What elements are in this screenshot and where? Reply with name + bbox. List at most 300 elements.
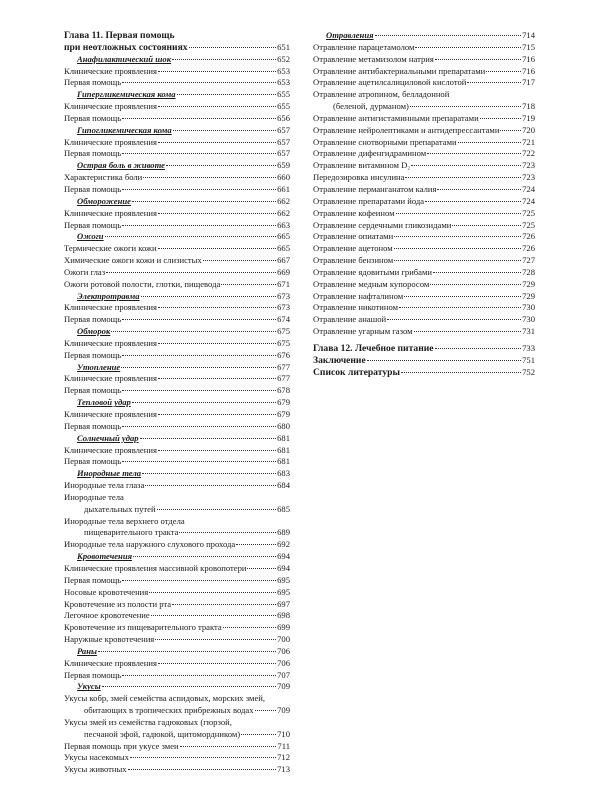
toc-entry-title: Клинические проявления <box>64 136 157 147</box>
toc-page-number: 717 <box>522 77 535 88</box>
toc-entry-title: Укусы змей из семейства гадюковых (гюрзой, <box>64 716 232 727</box>
toc-entry-title: Укусы <box>77 681 101 692</box>
toc-entry <box>64 279 290 291</box>
toc-dot-leader <box>122 153 276 154</box>
toc-entry <box>64 658 290 670</box>
toc-entry-title: Анафилактический шок <box>77 53 172 64</box>
toc-page-number: 673 <box>277 302 290 313</box>
toc-page-number: 715 <box>522 41 535 52</box>
toc-dot-leader <box>149 592 276 593</box>
toc-page-number: 652 <box>277 53 290 64</box>
toc-entry-title: Первая помощь при укусе змеи <box>64 740 179 751</box>
toc-page-number: 677 <box>277 361 290 372</box>
toc-page-number: 675 <box>277 326 290 337</box>
toc-entry <box>64 350 290 362</box>
toc-chapter-entry <box>313 367 535 379</box>
toc-dot-leader <box>173 130 276 131</box>
toc-entry <box>313 54 535 66</box>
toc-section-entry <box>64 196 290 208</box>
toc-page-number: 661 <box>277 183 290 194</box>
toc-entry <box>313 66 535 78</box>
toc-page-number: 722 <box>522 148 535 159</box>
toc-section-entry <box>64 646 290 658</box>
toc-dot-leader <box>236 544 276 545</box>
toc-entry-title: Ожоги ротовой полости, глотки, пищевода <box>64 278 221 289</box>
toc-entry <box>313 148 535 160</box>
toc-entry <box>313 113 535 125</box>
toc-page-number: 679 <box>277 409 290 419</box>
toc-entry-title: Отравление атропином, белладонной <box>313 89 450 100</box>
toc-entry <box>64 539 290 551</box>
toc-entry-title: Отравление кофеином <box>313 207 395 218</box>
toc-entry-title: Первая помощь <box>64 314 122 325</box>
toc-page-number: 674 <box>277 314 290 325</box>
toc-dot-leader <box>401 372 521 373</box>
toc-entry-title: Отравления <box>326 30 374 40</box>
toc-dot-leader <box>414 331 522 332</box>
toc-entry <box>313 220 535 232</box>
toc-page-number: 695 <box>277 574 290 585</box>
toc-page-number: 699 <box>277 622 290 633</box>
toc-dot-leader <box>367 360 521 361</box>
toc-entry-title: Кровотечение из полости рта <box>64 598 172 609</box>
toc-page-number: 698 <box>277 610 290 621</box>
toc-page-number: 678 <box>277 385 290 396</box>
toc-dot-leader <box>430 284 521 285</box>
toc-dot-leader <box>179 532 276 533</box>
toc-dot-leader <box>140 438 277 439</box>
toc-entry-title: Тепловой удар <box>77 397 131 408</box>
toc-entry-title: Передозировка инсулина <box>313 172 405 183</box>
toc-entry-title: Первая помощь <box>64 669 122 680</box>
toc-entry-title: Первая помощь <box>64 574 122 585</box>
toc-page-number: 721 <box>522 136 535 147</box>
toc-entry-title: Отравление перманганатом калия <box>313 183 437 194</box>
toc-entry <box>64 705 290 717</box>
toc-page-number: 684 <box>277 480 290 491</box>
toc-dot-leader <box>122 355 276 356</box>
toc-entry-title: Укусы кобр, змей семейства аспидовых, морских змей, <box>64 693 266 704</box>
toc-entry <box>313 314 535 326</box>
toc-entry <box>313 291 535 303</box>
toc-dot-leader <box>166 165 276 166</box>
toc-page-number: 685 <box>277 503 290 514</box>
toc-chapter-entry <box>64 42 290 54</box>
toc-dot-leader <box>411 165 521 166</box>
toc-dot-leader <box>98 651 276 652</box>
toc-entry-title: (беленой, дурманом) <box>333 101 409 112</box>
toc-entry-title: Утопление <box>77 361 121 372</box>
toc-entry-title: Кровотечения <box>77 551 133 562</box>
toc-dot-leader <box>106 272 276 273</box>
toc-entry-title: Отравление ацетилсалициловой кислотой <box>313 77 467 88</box>
toc-page-number: 689 <box>277 527 290 538</box>
toc-entry-title: Отравление опиатами <box>313 231 394 242</box>
toc-entry-title: Отравление снотворными препаратами <box>313 136 457 147</box>
toc-entry <box>64 729 290 741</box>
toc-entry-title: Глава 12. Лечебное питание <box>313 342 434 354</box>
toc-page-number: 730 <box>522 314 535 325</box>
toc-page-number: 726 <box>522 231 535 242</box>
toc-entry-title: Раны <box>77 645 97 656</box>
toc-dot-leader <box>102 686 276 687</box>
toc-entry-title: Отравление угарным газом <box>313 326 413 337</box>
toc-entry <box>64 527 290 539</box>
toc-section-entry <box>64 551 290 563</box>
toc-page-number: 667 <box>277 255 290 266</box>
toc-entry <box>313 101 535 113</box>
toc-entry-title: Клинические проявления <box>64 302 157 313</box>
toc-page-number: 725 <box>522 207 535 218</box>
toc-entry <box>313 160 535 172</box>
toc-dot-leader <box>158 71 276 72</box>
toc-dot-leader <box>458 142 521 143</box>
toc-entry-title: Клинические проявления <box>64 657 157 668</box>
toc-dot-leader <box>221 284 276 285</box>
toc-right-column <box>313 30 535 378</box>
toc-page-number: 729 <box>522 278 535 289</box>
toc-page-number: 653 <box>277 77 290 88</box>
toc-section-entry <box>64 89 290 101</box>
toc-entry <box>64 670 290 682</box>
toc-page-number: 657 <box>277 124 290 135</box>
toc-dot-leader <box>121 367 276 368</box>
toc-entry <box>64 314 290 326</box>
toc-dot-leader <box>122 675 276 676</box>
toc-dot-leader <box>435 59 521 60</box>
toc-section-entry <box>64 681 290 693</box>
toc-dot-leader <box>435 348 522 349</box>
toc-dot-leader <box>452 225 521 226</box>
toc-entry-title: Отравление ядовитыми грибами <box>313 266 433 277</box>
toc-page-number: 723 <box>522 172 535 183</box>
toc-chapter-entry <box>313 355 535 367</box>
toc-entry <box>64 255 290 267</box>
toc-entry-title: песчаной эфой, гадюкой, щитомордником) <box>84 728 241 739</box>
toc-page-number: 660 <box>277 172 290 183</box>
toc-entry <box>64 421 290 433</box>
toc-dot-leader <box>122 82 276 83</box>
toc-page-number: 714 <box>522 30 535 40</box>
toc-dot-leader <box>122 580 276 581</box>
toc-entry-title: Первая помощь <box>64 148 122 159</box>
toc-dot-leader <box>486 71 521 72</box>
toc-entry <box>64 492 290 504</box>
toc-section-entry <box>313 30 535 42</box>
toc-section-entry <box>64 433 290 445</box>
toc-dot-leader <box>151 615 276 616</box>
toc-dot-leader <box>425 201 521 202</box>
toc-entry <box>64 338 290 350</box>
toc-entry <box>313 137 535 149</box>
toc-page-number: 710 <box>277 728 290 739</box>
toc-entry-title: Отравление сердечными гликозидами <box>313 219 452 230</box>
toc-dot-leader <box>105 236 277 237</box>
toc-entry <box>313 42 535 54</box>
toc-dot-leader <box>145 485 276 486</box>
toc-entry-title: Отравление парацетамолом <box>313 41 415 52</box>
toc-entry-title: Заключение <box>313 354 366 366</box>
toc-dot-leader <box>375 35 522 36</box>
toc-entry <box>64 741 290 753</box>
toc-entry-title: Инородные тела верхнего отдела <box>64 515 185 526</box>
toc-entry-title: Первая помощь <box>64 183 122 194</box>
toc-entry-title: Ожоги глаз <box>64 266 106 277</box>
toc-dot-leader <box>158 142 276 143</box>
toc-dot-leader <box>480 118 521 119</box>
toc-entry-title: Острая боль в животе <box>77 160 165 171</box>
toc-entry <box>313 267 535 279</box>
toc-page-number: 694 <box>277 562 290 573</box>
toc-page-number: 700 <box>277 634 290 645</box>
toc-dot-leader <box>433 272 521 273</box>
toc-dot-leader <box>255 710 277 711</box>
toc-entry-title: Первая помощь <box>64 385 122 396</box>
toc-page-number: 681 <box>277 432 290 443</box>
toc-entry <box>64 587 290 599</box>
toc-page-number: 695 <box>277 586 290 597</box>
toc-entry <box>64 610 290 622</box>
toc-entry <box>313 77 535 89</box>
toc-page-number: 712 <box>277 752 290 763</box>
toc-entry <box>313 302 535 314</box>
toc-entry-title: Клинические проявления массивной кровопотери <box>64 562 247 573</box>
toc-entry-title: Отравление нейролептиками и антидепрессантами <box>313 124 500 135</box>
toc-page-number: 711 <box>277 740 290 751</box>
toc-entry-title: Отравление антигистаминными препаратами <box>313 112 479 123</box>
toc-dot-leader <box>396 213 522 214</box>
toc-dot-leader <box>223 627 276 628</box>
toc-dot-leader <box>143 177 276 178</box>
toc-page-number: 706 <box>277 645 290 656</box>
toc-entry <box>313 208 535 220</box>
toc-section-entry <box>64 468 290 480</box>
toc-page-number: 724 <box>522 183 535 194</box>
toc-entry-title: Обморок <box>77 326 111 337</box>
toc-entry-title: Кровотечение из пищеварительного тракта <box>64 622 222 633</box>
toc-entry <box>64 456 290 468</box>
toc-entry-title: Укусы насекомых <box>64 752 129 763</box>
toc-dot-leader <box>177 94 277 95</box>
toc-page-number: 724 <box>522 195 535 206</box>
toc-page-number: 655 <box>277 101 290 112</box>
toc-entry <box>313 279 535 291</box>
toc-page-number: 680 <box>277 420 290 431</box>
toc-dot-leader <box>241 734 276 735</box>
toc-chapter-entry <box>64 30 290 42</box>
toc-page-number: 709 <box>277 705 290 716</box>
toc-section-entry <box>64 125 290 137</box>
toc-dot-leader <box>410 106 521 107</box>
toc-entry-title: Гипергликемическая кома <box>77 89 176 100</box>
toc-page-number: 659 <box>277 160 290 171</box>
toc-page-number: 718 <box>522 101 535 112</box>
toc-entry-title: Глава 11. Первая помощь <box>64 30 175 41</box>
toc-entry-title: Отравление ацетоном <box>313 243 393 254</box>
toc-dot-leader <box>158 450 276 451</box>
toc-dot-leader <box>128 769 277 770</box>
toc-entry <box>64 599 290 611</box>
toc-dot-leader <box>387 319 521 320</box>
toc-entry <box>64 693 290 705</box>
toc-dot-leader <box>122 118 276 119</box>
toc-dot-leader <box>132 201 276 202</box>
toc-entry-title: Первая помощь <box>64 349 122 360</box>
toc-section-entry <box>64 397 290 409</box>
toc-dot-leader <box>122 390 276 391</box>
toc-dot-leader <box>437 189 521 190</box>
toc-entry <box>64 504 290 516</box>
toc-entry-title: Отравление витамином D₂ <box>313 160 411 171</box>
toc-entry <box>64 445 290 457</box>
toc-page-number: 709 <box>277 681 290 692</box>
toc-page-number: 707 <box>277 669 290 680</box>
toc-page-number: 663 <box>277 219 290 230</box>
toc-dot-leader <box>399 307 521 308</box>
toc-page-number: 675 <box>277 337 290 348</box>
toc-entry-title: Отравление дифенгидрамином <box>313 148 427 159</box>
toc-entry-title: дыхательных путей <box>84 503 156 514</box>
toc-left-column <box>64 30 290 776</box>
toc-dot-leader <box>122 319 276 320</box>
toc-entry <box>313 326 535 338</box>
toc-entry <box>64 752 290 764</box>
toc-section-entry <box>64 326 290 338</box>
toc-dot-leader <box>130 757 276 758</box>
toc-dot-leader <box>467 82 521 83</box>
toc-entry-title: Клинические проявления <box>64 409 157 419</box>
toc-page-number: 656 <box>277 112 290 123</box>
toc-dot-leader <box>158 378 276 379</box>
toc-page-number: 706 <box>277 657 290 668</box>
toc-entry-title: Первая помощь <box>64 77 122 88</box>
toc-entry <box>313 255 535 267</box>
toc-entry-title: Носовые кровотечения <box>64 586 149 597</box>
toc-entry <box>313 184 535 196</box>
toc-entry <box>64 220 290 232</box>
toc-page-number: 671 <box>277 278 290 289</box>
toc-page-number: 728 <box>522 266 535 277</box>
toc-entry-title: Клинические проявления <box>64 444 157 455</box>
toc-dot-leader <box>158 343 276 344</box>
toc-entry-title: Клинические проявления <box>64 373 157 384</box>
toc-page-number: 725 <box>522 219 535 230</box>
toc-entry-title: Первая помощь <box>64 420 122 431</box>
toc-entry-title: Инородные тела <box>64 491 124 502</box>
toc-page-number: 716 <box>522 53 535 64</box>
toc-section-entry <box>64 291 290 303</box>
toc-entry-title: Легочное кровотечение <box>64 610 150 621</box>
toc-page-number: 719 <box>522 112 535 123</box>
toc-dot-leader <box>405 177 521 178</box>
toc-entry <box>64 385 290 397</box>
toc-entry-title: Химические ожоги кожи и слизистых <box>64 255 202 266</box>
toc-dot-leader <box>122 461 276 462</box>
toc-page-number: 655 <box>277 89 290 100</box>
toc-dot-leader <box>247 568 276 569</box>
toc-entry <box>64 575 290 587</box>
toc-dot-leader <box>133 556 276 557</box>
toc-entry-title: Список литературы <box>313 366 400 378</box>
toc-page-number: 730 <box>522 302 535 313</box>
toc-page-number: 751 <box>522 354 535 365</box>
toc-page-number: 673 <box>277 290 290 301</box>
toc-entry <box>64 516 290 528</box>
toc-dot-leader <box>155 639 276 640</box>
toc-entry <box>64 66 290 78</box>
toc-entry <box>64 409 290 421</box>
toc-entry <box>313 243 535 255</box>
toc-dot-leader <box>203 260 276 261</box>
toc-entry-title: Клинические проявления <box>64 337 157 348</box>
toc-page-number: 681 <box>277 444 290 455</box>
toc-dot-leader <box>404 296 521 297</box>
toc-entry <box>64 77 290 89</box>
toc-entry <box>64 172 290 184</box>
toc-dot-leader <box>172 59 276 60</box>
toc-dot-leader <box>122 189 276 190</box>
toc-dot-leader <box>180 746 277 747</box>
toc-dot-leader <box>172 604 276 605</box>
toc-entry <box>64 148 290 160</box>
toc-section-entry <box>64 362 290 374</box>
toc-entry-title: Отравление метамизолом натрия <box>313 53 434 64</box>
toc-entry <box>64 373 290 385</box>
toc-entry <box>313 125 535 137</box>
toc-section-entry <box>64 54 290 66</box>
toc-entry <box>313 172 535 184</box>
toc-page-number: 726 <box>522 243 535 254</box>
toc-entry <box>64 764 290 776</box>
toc-page-number: 723 <box>522 160 535 171</box>
toc-dot-leader <box>158 248 277 249</box>
toc-page-number: 720 <box>522 124 535 135</box>
toc-dot-leader <box>158 213 276 214</box>
toc-entry <box>64 267 290 279</box>
toc-entry-title: Клинические проявления <box>64 65 157 76</box>
toc-entry-title: Ожоги <box>77 231 104 242</box>
toc-page-number: 657 <box>277 136 290 147</box>
toc-entry-title: Отравление препаратами йода <box>313 195 425 206</box>
toc-dot-leader <box>500 130 521 131</box>
toc-page-number: 713 <box>277 764 290 775</box>
toc-dot-leader <box>111 331 276 332</box>
toc-dot-leader <box>157 509 277 510</box>
toc-page-number: 679 <box>277 397 290 408</box>
toc-entry-title: Электротравма <box>77 290 140 301</box>
toc-entry <box>64 243 290 255</box>
toc-entry-title: Характеристика боли <box>64 172 143 183</box>
toc-entry-title: Инородные тела наружного слухового прохода <box>64 539 236 550</box>
toc-dot-leader <box>122 426 276 427</box>
toc-entry <box>64 717 290 729</box>
toc-page-number: 681 <box>277 456 290 467</box>
toc-page-number: 697 <box>277 598 290 609</box>
toc-entry-title: Гипогликемическая кома <box>77 124 172 135</box>
toc-entry <box>313 196 535 208</box>
toc-entry-title: Обморожение <box>77 195 131 206</box>
toc-entry-title: Отравление бензином <box>313 255 394 266</box>
toc-entry-title: при неотложных состояниях <box>64 41 188 53</box>
toc-entry <box>64 563 290 575</box>
toc-entry-title: Отравление анашой <box>313 314 387 325</box>
toc-dot-leader <box>394 260 521 261</box>
toc-page-number: 669 <box>277 266 290 277</box>
toc-entry-title: Инородные тела глаза <box>64 480 145 491</box>
toc-entry <box>313 231 535 243</box>
toc-page-number: 662 <box>277 195 290 206</box>
toc-page-number: 683 <box>277 468 290 479</box>
